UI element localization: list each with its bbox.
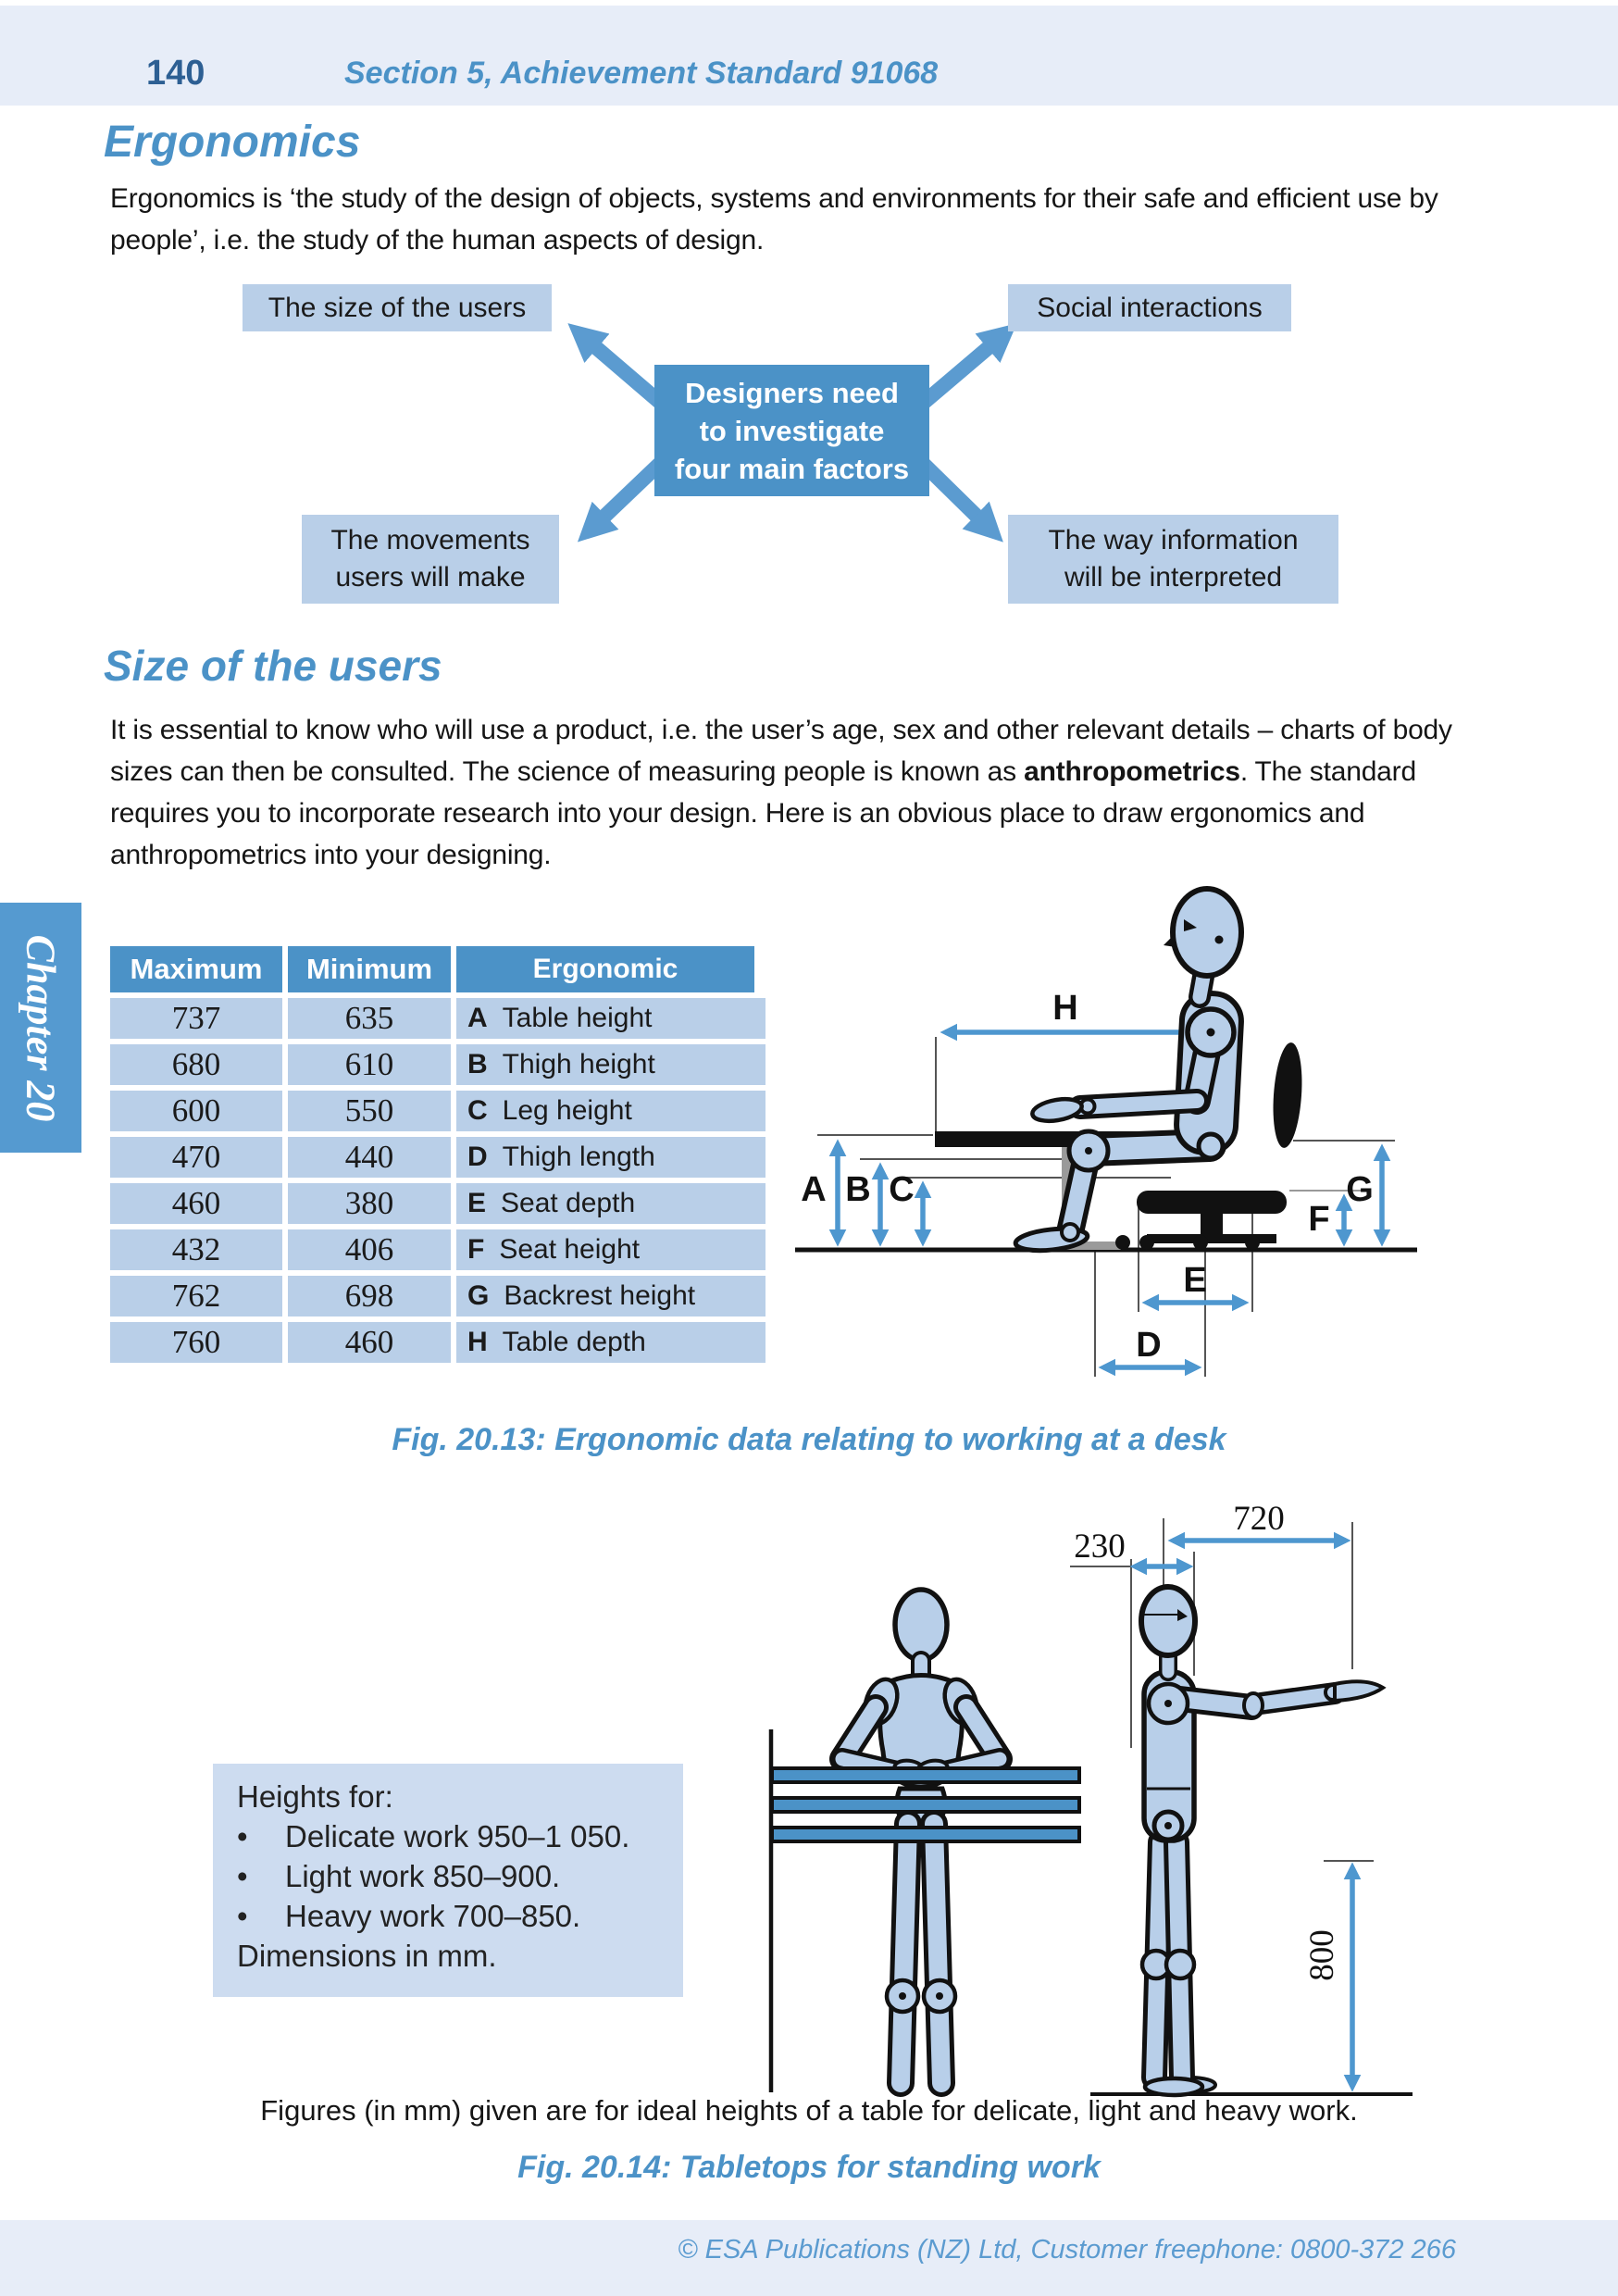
chapter-tab: [0, 903, 81, 1153]
max-value: 432: [110, 1229, 282, 1270]
factor-box-label: Social interactions: [1037, 292, 1263, 323]
dimension-name: Backrest height: [504, 1280, 696, 1311]
dimension-key: A: [467, 1003, 488, 1033]
dimension-key: E: [467, 1188, 487, 1218]
ergonomic-label: [456, 1044, 765, 1085]
ergonomic-label: [456, 1276, 765, 1316]
max-value: 600: [110, 1091, 282, 1131]
factor-center-box: [654, 365, 929, 496]
center-box-line: four main factors: [674, 452, 910, 485]
footer-text: © ESA Publications (NZ) Ltd, Customer freephone: 0800-372 266: [678, 2235, 1456, 2265]
table-row: [110, 1229, 765, 1270]
max-value: 760: [110, 1322, 282, 1363]
chapter-tab-label: Chapter 20: [18, 934, 64, 1121]
dimension-key: D: [467, 1142, 488, 1172]
factor-box-information: [1008, 515, 1338, 604]
table-row: [110, 998, 765, 1039]
body-paragraph: [110, 709, 1499, 876]
max-value: 680: [110, 1044, 282, 1085]
heights-panel: [213, 1764, 683, 1997]
factor-box-social-interactions: [1008, 284, 1291, 331]
label-B: B: [845, 1170, 871, 1209]
dimension-name: Thigh height: [502, 1049, 655, 1079]
dimension-name: Leg height: [502, 1095, 632, 1126]
list-item: [237, 1856, 683, 1896]
min-value: 460: [288, 1322, 451, 1363]
label-F: F: [1308, 1200, 1330, 1239]
max-value: 762: [110, 1276, 282, 1316]
bullet-icon: •: [237, 1819, 248, 1853]
factor-box-size-of-users: [243, 284, 552, 331]
min-value: 406: [288, 1229, 451, 1270]
center-box-line: Designers need: [685, 376, 899, 409]
label-E: E: [1183, 1261, 1207, 1300]
heights-title: Heights for:: [237, 1779, 393, 1814]
section-header: Section 5, Achievement Standard 91068: [344, 56, 939, 91]
bullet-icon: •: [237, 1899, 248, 1933]
paragraph-text: . The standard requires you to incorporate research into your design. Here is an obvious place to draw ergonomics and anthropometrics into your designing.: [110, 756, 1416, 870]
list-item-text: Delicate work 950–1 050.: [285, 1819, 630, 1853]
dimension-key: B: [467, 1049, 488, 1079]
dimension-key: H: [467, 1327, 488, 1357]
max-value: 460: [110, 1183, 282, 1224]
intro-paragraph: Ergonomics is ‘the study of the design of objects, systems and environments for their safe and efficient use by people’, i.e. the study of the human aspects of design.: [110, 183, 1438, 256]
table-header-row: [110, 946, 765, 992]
factor-box-line: The movements: [330, 525, 530, 555]
list-item-text: Heavy work 700–850.: [285, 1899, 581, 1933]
ergonomic-label: [456, 1322, 765, 1363]
factor-box-movements: [302, 515, 559, 604]
ergonomic-label: [456, 1137, 765, 1178]
ergonomic-label: [456, 998, 765, 1039]
label-C: C: [889, 1170, 915, 1209]
max-value: 737: [110, 998, 282, 1039]
tabletop-bars: [772, 1768, 1079, 1841]
anthropometrics-term: anthropometrics: [1024, 756, 1240, 787]
ergonomic-label: [456, 1229, 765, 1270]
dimension-key: F: [467, 1234, 485, 1265]
dimension-name: Thigh length: [502, 1142, 655, 1172]
min-value: 550: [288, 1091, 451, 1131]
factor-box-line: The way information: [1048, 525, 1299, 555]
dimension-key: C: [467, 1095, 488, 1126]
ergonomic-label: [456, 1183, 765, 1224]
column-header-minimum: Minimum: [288, 946, 451, 992]
fig-20-14-caption: Fig. 20.14: Tabletops for standing work: [517, 2150, 1101, 2185]
center-box-line: to investigate: [699, 414, 885, 447]
column-header-ergonomic: Ergonomic: [456, 946, 754, 992]
min-value: 440: [288, 1137, 451, 1178]
table-row: [110, 1091, 765, 1131]
table-row: [110, 1183, 765, 1224]
min-value: 635: [288, 998, 451, 1039]
fig-20-14-note: Figures (in mm) given are for ideal heights of a table for delicate, light and heavy work.: [260, 2094, 1358, 2127]
factor-arrows: [0, 0, 1618, 667]
label-H: H: [1052, 989, 1078, 1028]
fig-20-13-caption: Fig. 20.13: Ergonomic data relating to working at a desk: [392, 1422, 1226, 1457]
heading-ergonomics: Ergonomics: [104, 118, 361, 167]
factor-box-line: users will make: [335, 562, 526, 593]
ergonomic-table: [110, 946, 765, 1368]
label-D: D: [1136, 1326, 1162, 1365]
bullet-icon: •: [237, 1859, 248, 1893]
table-row: [110, 1276, 765, 1316]
dim-720-label: 720: [1233, 1500, 1285, 1538]
page-number: 140: [146, 54, 205, 93]
dim-800-label: 800: [1303, 1929, 1341, 1981]
dimension-name: Seat depth: [501, 1188, 636, 1218]
factor-box-label: The size of the users: [268, 292, 527, 323]
heights-note: Dimensions in mm.: [237, 1939, 497, 1973]
paragraph-text: It is essential to know who will use a product, i.e. the user’s age, sex and other relevant details – charts of body sizes can then be consulted. The science of measuring people is known as: [110, 715, 1452, 787]
table-row: [110, 1322, 765, 1363]
side-mannequin: [1141, 1587, 1383, 2095]
fig-20-13-illustration: [782, 875, 1430, 1412]
fig-20-14-illustration: [759, 1481, 1425, 2111]
dimension-name: Seat height: [499, 1234, 641, 1265]
list-item: [237, 1816, 683, 1856]
list-item-text: Light work 850–900.: [285, 1859, 561, 1893]
label-G: G: [1346, 1170, 1374, 1209]
label-A: A: [801, 1170, 827, 1209]
max-value: 470: [110, 1137, 282, 1178]
list-item: [237, 1896, 683, 1936]
dimension-key: G: [467, 1280, 490, 1311]
heading-size-of-users: Size of the users: [104, 642, 442, 690]
table-row: [110, 1137, 765, 1178]
table-row: [110, 1044, 765, 1085]
dim-230-label: 230: [1074, 1528, 1126, 1566]
dimension-name: Table height: [502, 1003, 653, 1033]
min-value: 380: [288, 1183, 451, 1224]
ergonomic-label: [456, 1091, 765, 1131]
min-value: 698: [288, 1276, 451, 1316]
factor-box-line: will be interpreted: [1064, 562, 1283, 593]
dimension-name: Table depth: [502, 1327, 646, 1357]
column-header-maximum: Maximum: [110, 946, 282, 992]
min-value: 610: [288, 1044, 451, 1085]
